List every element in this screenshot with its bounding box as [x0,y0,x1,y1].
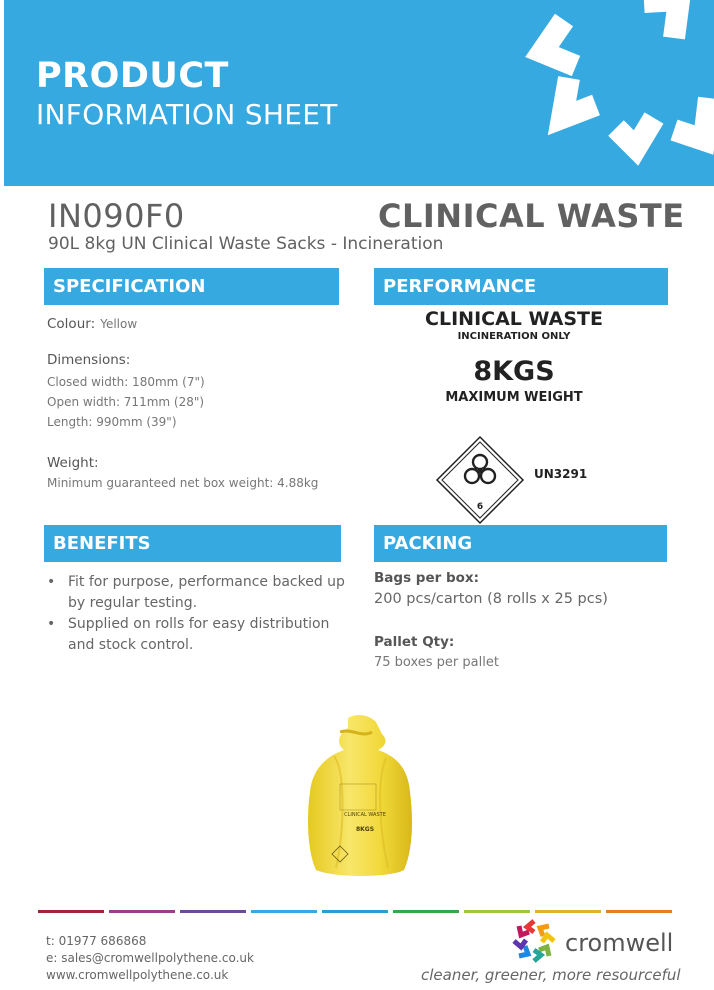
label-title: CLINICAL WASTE [425,308,603,330]
footer-phone: t: 01977 686868 [46,934,147,948]
biohazard-diamond-icon [434,434,526,526]
closed-width: Closed width: 180mm (7") [47,375,205,389]
product-description: 90L 8kg UN Clinical Waste Sacks - Incineration [48,234,444,254]
bags-per-box-value: 200 pcs/carton (8 rolls x 25 pcs) [374,591,608,607]
product-code: IN090F0 [48,197,185,235]
divider-segment [180,910,246,913]
colour-value: Yellow [100,317,138,331]
brand-name: cromwell [565,929,674,957]
divider-segment [109,910,175,913]
benefits-heading: BENEFITS [44,525,341,562]
divider-segment [251,910,317,913]
performance-label-graphic [412,308,616,518]
bag-print-title: CLINICAL WASTE [344,812,386,818]
yellow-waste-sack-image [300,712,420,878]
pallet-qty-label: Pallet Qty: [374,634,455,650]
max-weight-label: MAXIMUM WEIGHT [445,390,583,405]
divider-segment [606,910,672,913]
pallet-qty-value: 75 boxes per pallet [374,655,499,670]
cromwell-logo-icon [511,918,557,964]
benefits-list [47,572,347,656]
list-item [47,572,347,614]
bags-per-box-label: Bags per box: [374,570,480,586]
length: Length: 990mm (39") [47,415,177,429]
performance-heading: PERFORMANCE [374,268,668,305]
divider-segment [393,910,459,913]
decorative-chevron-logo-icon [524,0,714,186]
brand-tagline: cleaner, greener, more resourceful [421,966,681,984]
bullet: • [47,574,56,590]
footer-website[interactable]: www.cromwellpolythene.co.uk [46,968,229,982]
packing-heading: PACKING [374,525,667,562]
divider-segment [38,910,104,913]
header-title: PRODUCT [36,56,229,96]
specification-heading: SPECIFICATION [44,268,339,305]
footer-email[interactable]: e: sales@cromwellpolythene.co.uk [46,951,254,965]
hazard-class-number: 6 [476,502,484,512]
benefit-text: Fit for purpose, performance backed up by regular testing. [68,574,345,611]
label-subtitle: INCINERATION ONLY [457,331,571,342]
list-item [47,614,347,656]
bag-print-value: 8KGS [355,826,375,833]
benefit-text: Supplied on rolls for easy distribution and stock control. [68,616,330,653]
colour-row [47,313,137,332]
bullet: • [47,616,56,632]
header-subtitle: INFORMATION SHEET [36,98,338,131]
colour-label: Colour: [47,316,96,332]
divider-segment [535,910,601,913]
open-width: Open width: 711mm (28") [47,395,205,409]
max-weight-value: 8KGS [473,356,555,387]
dimensions-label: Dimensions: [47,352,131,368]
weight-label: Weight: [47,455,99,471]
divider-segment [322,910,388,913]
un-number: UN3291 [534,467,588,481]
product-category: CLINICAL WASTE [378,197,685,235]
divider-segment [464,910,530,913]
weight-value: Minimum guaranteed net box weight: 4.88kg [47,476,319,490]
